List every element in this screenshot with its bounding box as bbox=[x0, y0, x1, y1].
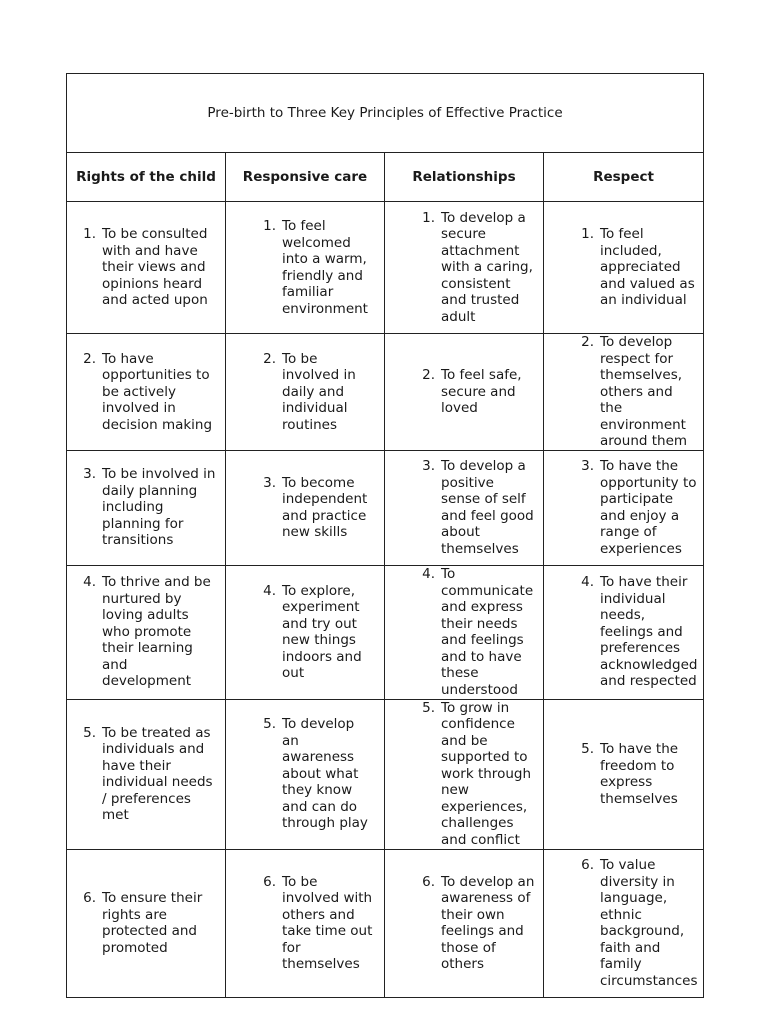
item-number: 3. bbox=[422, 458, 435, 474]
list-item bbox=[385, 210, 543, 326]
header-rights-of-the-child: Rights of the child bbox=[67, 153, 226, 202]
list-item bbox=[385, 458, 543, 557]
item-text: To have their individual needs, feelings and preferences acknowledged and respected bbox=[600, 574, 698, 690]
item-number: 6. bbox=[422, 873, 435, 890]
item-number: 2. bbox=[422, 367, 435, 383]
list-item bbox=[544, 458, 703, 557]
item-text: To feel safe, secure and loved bbox=[441, 367, 522, 416]
item-number: 4. bbox=[581, 574, 594, 591]
principles-table bbox=[66, 73, 704, 998]
item-text: To feel included, appreciated and valued as an individual bbox=[600, 226, 695, 309]
cell-relationships bbox=[385, 699, 544, 849]
list-item bbox=[67, 226, 225, 309]
cell-rights-of-the-child bbox=[67, 565, 226, 699]
list-item bbox=[226, 475, 384, 541]
cell-relationships bbox=[385, 202, 544, 334]
cell-respect bbox=[544, 849, 704, 997]
cell-responsive-care bbox=[226, 565, 385, 699]
item-number: 1. bbox=[83, 226, 96, 243]
item-text: To develop a positive sense of self and feel good about themselves bbox=[441, 458, 534, 557]
cell-relationships bbox=[385, 450, 544, 565]
item-text: To value diversity in language, ethnic background, faith and family circumstances bbox=[600, 857, 698, 989]
item-number: 3. bbox=[581, 458, 594, 474]
list-item bbox=[67, 466, 225, 549]
item-text: To develop respect for themselves, others and the environment around them bbox=[600, 334, 688, 449]
cell-rights-of-the-child bbox=[67, 450, 226, 565]
item-number: 6. bbox=[83, 890, 96, 906]
list-item bbox=[226, 874, 384, 973]
cell-rights-of-the-child bbox=[67, 699, 226, 849]
header-row bbox=[67, 153, 704, 202]
table-row bbox=[67, 450, 704, 565]
list-item bbox=[544, 574, 703, 690]
list-item bbox=[226, 583, 384, 682]
cell-rights-of-the-child bbox=[67, 849, 226, 997]
title-row bbox=[67, 74, 704, 153]
cell-respect bbox=[544, 450, 704, 565]
item-text: To thrive and be nurtured by loving adults who promote their learning and development bbox=[102, 574, 211, 690]
table-body bbox=[67, 202, 704, 998]
cell-responsive-care bbox=[226, 202, 385, 334]
table-row bbox=[67, 699, 704, 849]
cell-respect bbox=[544, 334, 704, 451]
list-item bbox=[385, 874, 543, 973]
item-number: 6. bbox=[581, 857, 594, 873]
cell-responsive-care bbox=[226, 699, 385, 849]
item-number: 2. bbox=[263, 350, 276, 367]
item-text: To develop an awareness of their own feelings and those of others bbox=[441, 873, 535, 972]
item-text: To be involved with others and take time out for themselves bbox=[282, 873, 373, 972]
item-text: To feel welcomed into a warm, friendly and familiar environment bbox=[282, 218, 368, 317]
table-row bbox=[67, 334, 704, 451]
cell-rights-of-the-child bbox=[67, 334, 226, 451]
item-text: To become independent and practice new skills bbox=[282, 474, 368, 540]
list-item bbox=[67, 351, 225, 434]
item-number: 5. bbox=[263, 716, 276, 733]
list-item bbox=[226, 218, 384, 317]
item-number: 3. bbox=[263, 474, 276, 491]
list-item bbox=[67, 890, 225, 956]
cell-responsive-care bbox=[226, 334, 385, 451]
item-number: 4. bbox=[263, 582, 276, 599]
list-item bbox=[226, 351, 384, 434]
item-text: To be involved in daily and individual routines bbox=[282, 350, 356, 433]
item-number: 5. bbox=[422, 699, 435, 716]
item-text: To explore, experiment and try out new things indoors and out bbox=[282, 582, 362, 681]
list-item bbox=[544, 741, 703, 807]
item-number: 5. bbox=[581, 741, 594, 757]
header-respect: Respect bbox=[544, 153, 704, 202]
cell-rights-of-the-child bbox=[67, 202, 226, 334]
item-number: 2. bbox=[581, 334, 594, 350]
table-row bbox=[67, 565, 704, 699]
cell-responsive-care bbox=[226, 849, 385, 997]
list-item bbox=[67, 574, 225, 690]
item-number: 1. bbox=[422, 209, 435, 226]
item-text: To be consulted with and have their views and opinions heard and acted upon bbox=[102, 226, 208, 309]
table-title: Pre-birth to Three Key Principles of Effective Practice bbox=[67, 74, 704, 153]
item-text: To ensure their rights are protected and promoted bbox=[102, 890, 203, 956]
list-item bbox=[385, 566, 543, 698]
item-text: To grow in confidence and be supported to work through new experiences, challenges and conflict bbox=[441, 699, 532, 848]
table-row bbox=[67, 202, 704, 334]
item-text: To have the opportunity to participate and enjoy a range of experiences bbox=[600, 458, 697, 557]
item-text: To be involved in daily planning including planning for transitions bbox=[102, 466, 216, 549]
item-number: 6. bbox=[263, 873, 276, 890]
list-item bbox=[385, 700, 543, 849]
list-item bbox=[385, 367, 543, 417]
item-number: 1. bbox=[581, 226, 594, 243]
cell-relationships bbox=[385, 334, 544, 451]
item-text: To have the freedom to express themselves bbox=[600, 741, 679, 807]
item-text: To have opportunities to be actively involved in decision making bbox=[102, 350, 213, 433]
header-responsive-care: Responsive care bbox=[226, 153, 385, 202]
list-item bbox=[544, 226, 703, 309]
list-item bbox=[226, 716, 384, 832]
item-text: To be treated as individuals and have their individual needs / preferences met bbox=[102, 724, 213, 823]
cell-respect bbox=[544, 202, 704, 334]
item-text: To develop a secure attachment with a caring, consistent and trusted adult bbox=[441, 209, 533, 325]
list-item bbox=[544, 334, 703, 450]
cell-relationships bbox=[385, 565, 544, 699]
list-item bbox=[67, 725, 225, 824]
table-row bbox=[67, 849, 704, 997]
item-number: 4. bbox=[422, 566, 435, 582]
item-number: 2. bbox=[83, 350, 96, 367]
item-text: To develop an awareness about what they know and can do through play bbox=[282, 716, 368, 832]
cell-respect bbox=[544, 699, 704, 849]
list-item bbox=[544, 857, 703, 989]
item-number: 4. bbox=[83, 574, 96, 591]
cell-responsive-care bbox=[226, 450, 385, 565]
item-number: 5. bbox=[83, 724, 96, 741]
cell-relationships bbox=[385, 849, 544, 997]
item-number: 1. bbox=[263, 218, 276, 234]
header-relationships: Relationships bbox=[385, 153, 544, 202]
cell-respect bbox=[544, 565, 704, 699]
item-text: To communicate and express their needs and feelings and to have these understood bbox=[441, 566, 534, 698]
item-number: 3. bbox=[83, 466, 96, 483]
